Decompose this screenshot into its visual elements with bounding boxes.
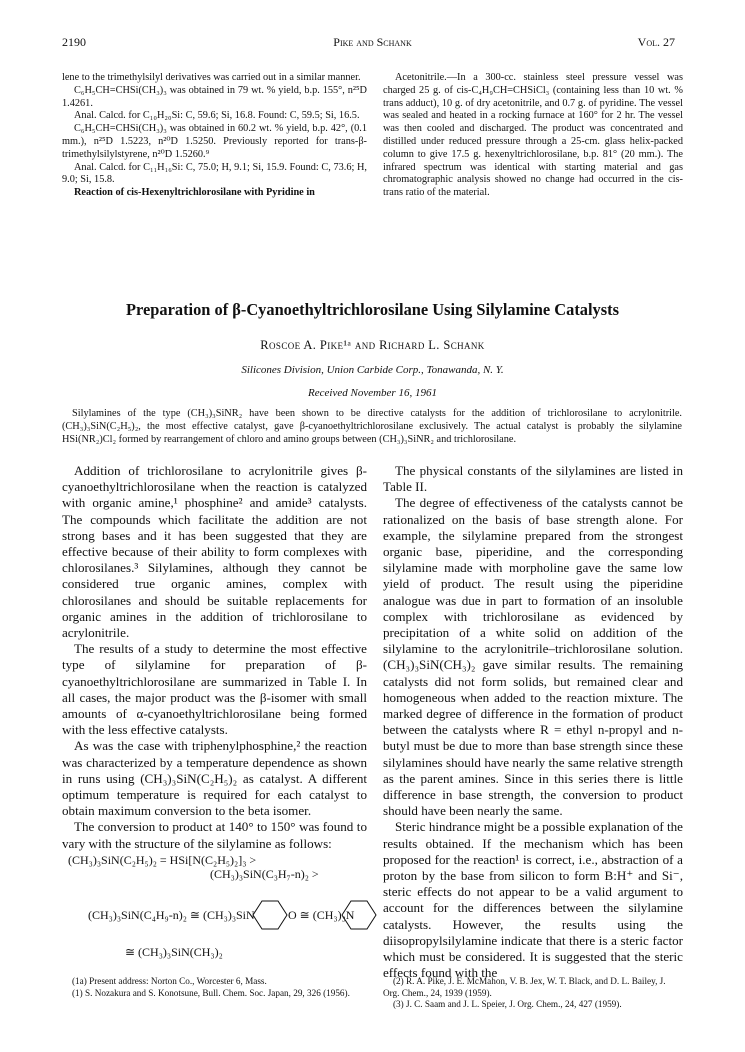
paragraph: Addition of trichlorosilane to acrylonitrile gives β-cyanoethyltrichlorosilane when the reaction is catalyzed with organic amine,¹ phosphine² and amide³ catalysts. The compounds which facilitate the addition are not strong bases and it has been suggested that they are effective because of their ability to form complexes with chlorosilanes.³ Silylamines, although they cannot be considered true organic amines, complex with chlorosilanes and should be suitable replacements for organic amines in the addition of trichlorosilane to acrylonitrile. — [62, 463, 367, 641]
paragraph: C₆H₅CH=CHSi(CH₃)₃ was obtained in 60.2 wt. % yield, b.p. 42°, (0.1 mm.), n²⁵D 1.5223, n²⁰D 1.5250. Previously reported for trans-β-trimethylsilylstyrene, n²⁰D 1.5260.⁹ — [62, 123, 367, 160]
equation-line-1: (CH₃)₃SiN(C₂H₅)₂ = HSi[N(C₂H₅)₂]₃ > — [68, 853, 257, 867]
body-left-column — [62, 463, 367, 852]
footnote: (2) R. A. Pike, J. E. McMahon, V. B. Jex, W. T. Black, and D. L. Bailey, J. Org. Chem., 24, 1939 (1959). — [383, 976, 666, 998]
footnote: (1) S. Nozakura and S. Konotsune, Bull. Chem. Soc. Japan, 29, 326 (1956). — [72, 987, 350, 998]
paragraph: C₆H₅CH=CHSi(CH₃)₃ was obtained in 79 wt. % yield, b.p. 155°, n²⁵D 1.4261. — [62, 84, 367, 109]
paragraph: Anal. Calcd. for C₁₁H₁₆Si: C, 75.0; H, 9.1; Si, 15.9. Found: C, 73.6; H, 9.0; Si, 15.8. — [62, 161, 367, 186]
running-title: Pike and Schank — [333, 35, 412, 49]
piperidine-ring-icon — [340, 898, 378, 932]
footnote: (3) J. C. Saam and J. L. Speier, J. Org. Chem., 24, 427 (1959). — [393, 999, 622, 1010]
equation-line-2b: O ≅ (CH₃)₃N — [288, 908, 355, 922]
body-right-column — [383, 463, 683, 982]
top-left-column — [62, 72, 367, 200]
affiliation: Silicones Division, Union Carbide Corp., Tonawanda, N. Y. — [241, 364, 504, 376]
paragraph: As was the case with triphenylphosphine,² the reaction was characterized by a temperature dependence as shown in runs using (CH₃)₃SiN(C₂H₅)₂ as catalyst. A different optimum temperature is required for each catalyst to obtain maximum conversion to the beta isomer. — [62, 738, 367, 819]
equation-line-1b: (CH₃)₃SiN(C₃H₇-n)₂ > — [210, 867, 319, 881]
volume-label: Vol. 27 — [637, 35, 675, 49]
abstract: Silylamines of the type (CH₃)₃SiNR₂ have been shown to be directive catalysts for the addition of trichlorosilane to acrylonitrile. (CH₃)₃SiN(C₂H₅)₂, the most effective catalyst, gave β-cyanoethyltrichlorosilane exclusively. The actual catalyst is probably the silylamine HSi(NR₂)Cl₂ formed by rearrangement of chloro and amino groups between (CH₃)₃SiNR₂ and trichlorosilane. — [62, 408, 682, 445]
paragraph: Acetonitrile.—In a 300-cc. stainless steel pressure vessel was charged 25 g. of cis-C₄H₉CH=CHSiCl₃ (containing less than 10 wt. % trans adduct), 10 g. of dry acetonitrile, and 0.7 g. of pyridine. The vessel was sealed and heated in a rocking furnace at 160° for 2 hr. The vessel was then cooled and discharged. The product was concentrated and distilled under reduced pressure through a 25-cm. glass helix-packed column to give 17.5 g. hexenyltrichlorosilane, b.p. 81° (20 mm.). The infrared spectrum was identical with starting material and gas chromatographic analysis showed no change had occurred in the cis-trans ratio of the material. — [383, 72, 683, 199]
equation-line-3: ≅ (CH₃)₃SiN(CH₃)₂ — [125, 945, 223, 959]
paragraph: lene to the trimethylsilyl derivatives was carried out in a similar manner. — [62, 72, 361, 83]
footnote: (1a) Present address: Norton Co., Worcester 6, Mass. — [72, 976, 267, 986]
article-title: Preparation of β-Cyanoethyltrichlorosilane Using Silylamine Catalysts — [126, 300, 619, 319]
paragraph: The physical constants of the silylamines are listed in Table II. — [383, 463, 683, 495]
footnotes-left — [62, 976, 367, 999]
morpholine-ring-icon — [251, 898, 289, 932]
authors: Roscoe A. Pike¹ᵃ and Richard L. Schank — [260, 338, 485, 352]
paragraph: The degree of effectiveness of the catalysts cannot be rationalized on the basis of base strength alone. For example, the silylamine prepared from the strongest organic base, piperidine, and the corresponding silylamine made with morpholine gave the same low yield of product. The result using the piperidine analogue was due in part to formation of an insoluble complex with trichlorosilane as evidenced by precipitation of a white solid on addition of the silylamine to the acrylonitrile–trichlorosilane solution. (CH₃)₃SiN(CH₃)₂ gave similar results. The remaining catalysts did not form solids, but remained clear and homogeneous when added to the reaction mixture. The marked degree of difference in the formation of product between the catalysts where R = ethyl n-propyl and n-butyl must be due to more than base strength since these silylamines should have nearly the same relative strength as the parent amines. Since in this series there is little difference in base strength, the conversion to product should have been nearly the same. — [383, 495, 683, 819]
page-number: 2190 — [62, 35, 86, 49]
footnotes-right — [383, 976, 683, 1011]
paragraph: Steric hindrance might be a possible explanation of the results obtained. If the mechanism which has been proposed for the reaction¹ is correct, i.e., abstraction of a proton by the base from silicon to form B:H⁺ and Si⁻, steric effects do not appear to be a valid argument to account for the differences between the silylamine catalysts. However, the results using the diisopropylsilylamine indicate that there is a steric factor which must be considered. It is suggested that the steric effects found with the — [383, 819, 683, 981]
top-right-column — [383, 72, 683, 200]
received-date: Received November 16, 1961 — [308, 387, 437, 399]
paragraph: The results of a study to determine the most effective type of silylamine for preparation of β-cyanoethyltrichlorosilane are summarized in Table I. In all cases, the major product was the β-isomer with small amounts of α-cyanoethyltrichlorosilane being formed with the less effective catalysts. — [62, 641, 367, 738]
paragraph: The conversion to product at 140° to 150° was found to vary with the structure of the silylamine as follows: — [62, 819, 367, 851]
equation-line-2a: (CH₃)₃SiN(C₄H₉-n)₂ ≅ (CH₃)₃SiN — [88, 908, 255, 922]
paragraph: Anal. Calcd. for C₁₀H₂₀Si: C, 59.6; Si, 16.8. Found: C, 59.5; Si, 16.5. — [74, 110, 360, 122]
section-heading: Reaction of cis-Hexenyltrichlorosilane with Pyridine in — [74, 187, 315, 199]
